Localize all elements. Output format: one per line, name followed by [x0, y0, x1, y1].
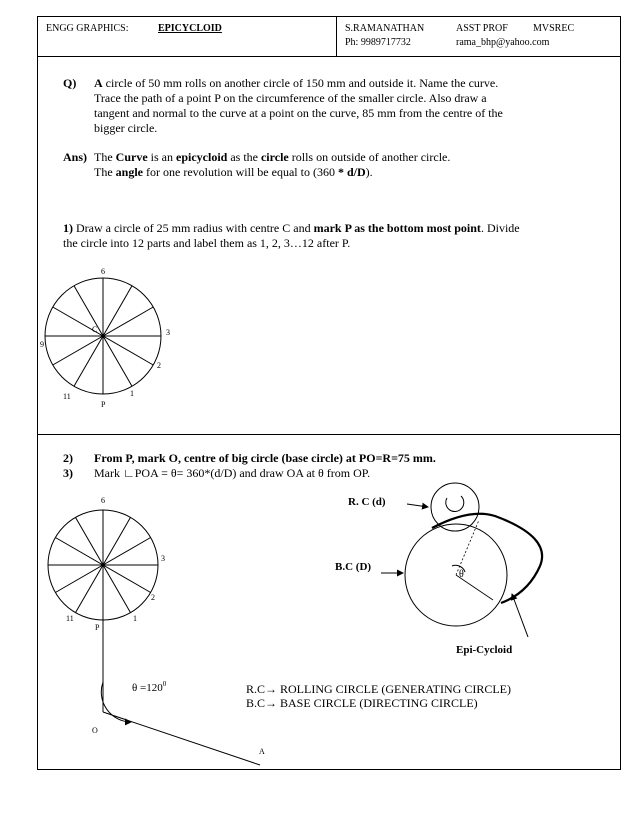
- question-lead: A: [94, 76, 103, 90]
- question-line-4: bigger circle.: [94, 121, 158, 135]
- fig1-label-1: 1: [130, 389, 134, 398]
- fig2-label-3: 3: [161, 554, 165, 563]
- fig1-label-c: C: [92, 325, 98, 334]
- legend-bc: B.C→ BASE CIRCLE (DIRECTING CIRCLE): [246, 696, 478, 710]
- fig1-label-p: P: [101, 400, 106, 409]
- figure1-divided-circle: [45, 278, 161, 394]
- header-topic: EPICYCLOID: [158, 23, 222, 34]
- theta-symbol: θ: [459, 569, 464, 580]
- question-line-2: Trace the path of a point P on the circumference of the smaller circle. Also draw a: [94, 91, 487, 105]
- answer-t1a: The: [94, 150, 116, 164]
- answer-t2b: angle: [115, 165, 143, 179]
- angle-label-text: θ =120: [132, 682, 163, 694]
- figure1-labels: [40, 267, 170, 409]
- figure3-labels: [335, 496, 512, 656]
- step3-text: Mark ∟POA = θ= 360*(d/D) and draw OA at θ from OP.: [94, 466, 371, 480]
- curve-label: Epi-Cycloid: [456, 644, 513, 656]
- fig1-label-9: 9: [40, 340, 44, 349]
- header-author: S.RAMANATHAN: [345, 23, 425, 34]
- step1-num: 1): [63, 221, 73, 235]
- fig1-label-3: 3: [166, 328, 170, 337]
- fig2-label-a: A: [259, 747, 265, 756]
- step1-t1: Draw a circle of 25 mm radius with centre C and: [73, 221, 314, 235]
- fig2-label-2: 2: [151, 593, 155, 602]
- fig2-label-11: 11: [66, 614, 74, 623]
- figure3-epicycloid: [381, 483, 542, 637]
- question-text-1: circle of 50 mm rolls on another circle of 150 mm and outside it. Name the curve.: [102, 76, 499, 90]
- rc-label: R. C (d): [348, 496, 386, 508]
- fig2-label-6: 6: [101, 496, 105, 505]
- answer-t1d: epicycloid: [176, 150, 228, 164]
- epicycloid-curve: [432, 514, 542, 603]
- header-designation: ASST PROF: [456, 23, 508, 34]
- figure2-divided-circle: [48, 510, 260, 765]
- answer-t2d: * d/D: [337, 165, 366, 179]
- answer-t2e: ).: [365, 165, 373, 179]
- angle-label-sup: 0: [162, 680, 167, 688]
- angle-label: [132, 680, 167, 694]
- fig1-label-11: 11: [63, 392, 71, 401]
- answer-t2c: for one revolution will be equal to (360: [143, 165, 338, 179]
- legend-rc: R.C→ ROLLING CIRCLE (GENERATING CIRCLE): [246, 682, 511, 696]
- header-email: rama_bhp@yahoo.com: [456, 37, 550, 48]
- step2-num: 2): [63, 451, 73, 465]
- fig1-label-2: 2: [157, 361, 161, 370]
- step1-t2: mark P as the bottom most point: [313, 221, 481, 235]
- rotation-arrow: [446, 496, 464, 512]
- answer-t1c: is an: [147, 150, 176, 164]
- line-oa: [103, 712, 260, 765]
- figure1-spokes: [45, 278, 161, 394]
- curve-arrow: [512, 594, 528, 637]
- fig2-label-p: P: [95, 623, 100, 632]
- header-college: MVSREC: [533, 23, 575, 34]
- header-subject: ENGG GRAPHICS:: [46, 23, 129, 34]
- question-line-3: tangent and normal to the curve at a point on the curve, 85 mm from the centre of the: [94, 106, 503, 120]
- header-phone: Ph: 9989717732: [345, 37, 411, 48]
- answer-label: Ans): [63, 150, 88, 164]
- answer-t1b: Curve: [115, 150, 148, 164]
- figure2-spokes: [48, 510, 158, 620]
- answer-t2a: The: [94, 165, 116, 179]
- step3-num: 3): [63, 466, 73, 480]
- fig2-label-o: O: [92, 726, 98, 735]
- step1-t3: . Divide: [480, 221, 520, 235]
- step1-line-2: the circle into 12 parts and label them as 1, 2, 3…12 after P.: [63, 236, 351, 250]
- figure2-labels: [66, 496, 265, 756]
- answer-t1g: rolls on outside of another circle.: [288, 150, 451, 164]
- bc-label: B.C (D): [335, 561, 372, 573]
- fig1-label-6: 6: [101, 267, 105, 276]
- fig2-label-1: 1: [133, 614, 137, 623]
- question-label: Q): [63, 76, 77, 90]
- step2-text: From P, mark O, centre of big circle (base circle) at PO=R=75 mm.: [94, 451, 436, 465]
- rc-arrow: [407, 504, 428, 507]
- answer-t1e: as the: [227, 150, 261, 164]
- answer-t1f: circle: [260, 150, 289, 164]
